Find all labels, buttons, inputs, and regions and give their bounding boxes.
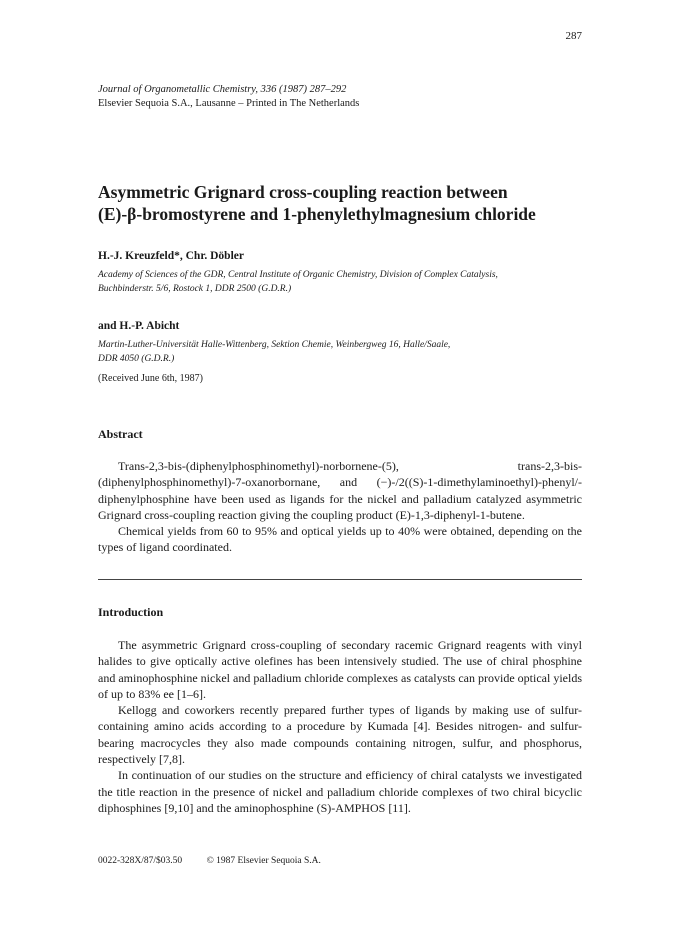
affiliation-1-line-2: Buchbinderstr. 5/6, Rostock 1, DDR 2500 (G.D.R.) — [98, 284, 292, 294]
introduction-paragraph: In continuation of our studies on the structure and efficiency of chiral catalysts we investigated the title reaction in the presence of nickel and palladium chloride complexes of two chiral bicyclic diphosphines [9,10] and the aminophosphine (S)-AMPHOS [11]. — [98, 768, 582, 815]
journal-citation: Journal of Organometallic Chemistry, 336 (1987) 287–292 — [98, 84, 347, 95]
affiliation-2-line-1: Martin-Luther-Universität Halle-Wittenberg, Sektion Chemie, Weinbergweg 16, Halle/Saale, — [98, 340, 451, 350]
article-title — [98, 181, 598, 225]
affiliation-2-line-2: DDR 4050 (G.D.R.) — [98, 354, 175, 364]
journal-header — [98, 83, 359, 110]
introduction-heading: Introduction — [98, 605, 164, 619]
issn-code: 0022-328X/87/$03.50 — [98, 856, 183, 866]
page-footer — [98, 856, 321, 866]
author-names-1: H.-J. Kreuzfeld*, Chr. Döbler — [98, 250, 244, 262]
title-line-1: Asymmetric Grignard cross-coupling reaction between — [98, 182, 508, 202]
copyright-notice: © 1987 Elsevier Sequoia S.A. — [206, 856, 321, 866]
affiliation-2 — [98, 338, 588, 366]
page-number: 287 — [565, 30, 582, 42]
abstract-paragraph: Trans-2,3-bis-(diphenylphosphinomethyl)-norbornene-(5), trans-2,3-bis-(diphenylphosphinomethyl)-7-oxanorbornane, and (−)-/2((S)-1-dimethylaminoethyl)-phenyl/-diphenylphosphine have been used as ligands for the nickel and palladium catalyzed asymmetric Grignard cross-coupling reaction giving the coupling product (E)-1,3-diphenyl-1-butene. — [98, 459, 582, 522]
publisher-line: Elsevier Sequoia S.A., Lausanne – Printed in The Netherlands — [98, 97, 360, 109]
affiliation-1 — [98, 268, 588, 296]
introduction-body — [98, 637, 582, 816]
abstract-heading: Abstract — [98, 427, 143, 441]
affiliation-1-line-1: Academy of Sciences of the GDR, Central Institute of Organic Chemistry, Division of Complex Catalysis, — [98, 270, 498, 280]
introduction-paragraph: The asymmetric Grignard cross-coupling of secondary racemic Grignard reagents with vinyl halides to give optically active olefines has been intensively studied. The use of chiral phosphine and aminophosphine nickel and palladium chloride complexes as catalysts can provide optical yields of up to 83% ee [1–6]. — [98, 638, 582, 701]
title-line-2: (E)-β-bromostyrene and 1-phenylethylmagnesium chloride — [98, 204, 536, 224]
abstract-paragraph: Chemical yields from 60 to 95% and optical yields up to 40% were obtained, depending on the types of ligand coordinated. — [98, 524, 582, 555]
introduction-paragraph: Kellogg and coworkers recently prepared further types of ligands by making use of sulfur-containing amino acids according to a procedure by Kumada [4]. Besides nitrogen- and sulfur-bearing macrocycles they also made compounds containing nitrogen, sulfur, and phosphorus, respectively [7,8]. — [98, 703, 582, 767]
author-names-2: and H.-P. Abicht — [98, 320, 180, 332]
received-date: (Received June 6th, 1987) — [98, 373, 203, 384]
section-divider — [98, 579, 582, 580]
abstract-body — [98, 458, 582, 556]
